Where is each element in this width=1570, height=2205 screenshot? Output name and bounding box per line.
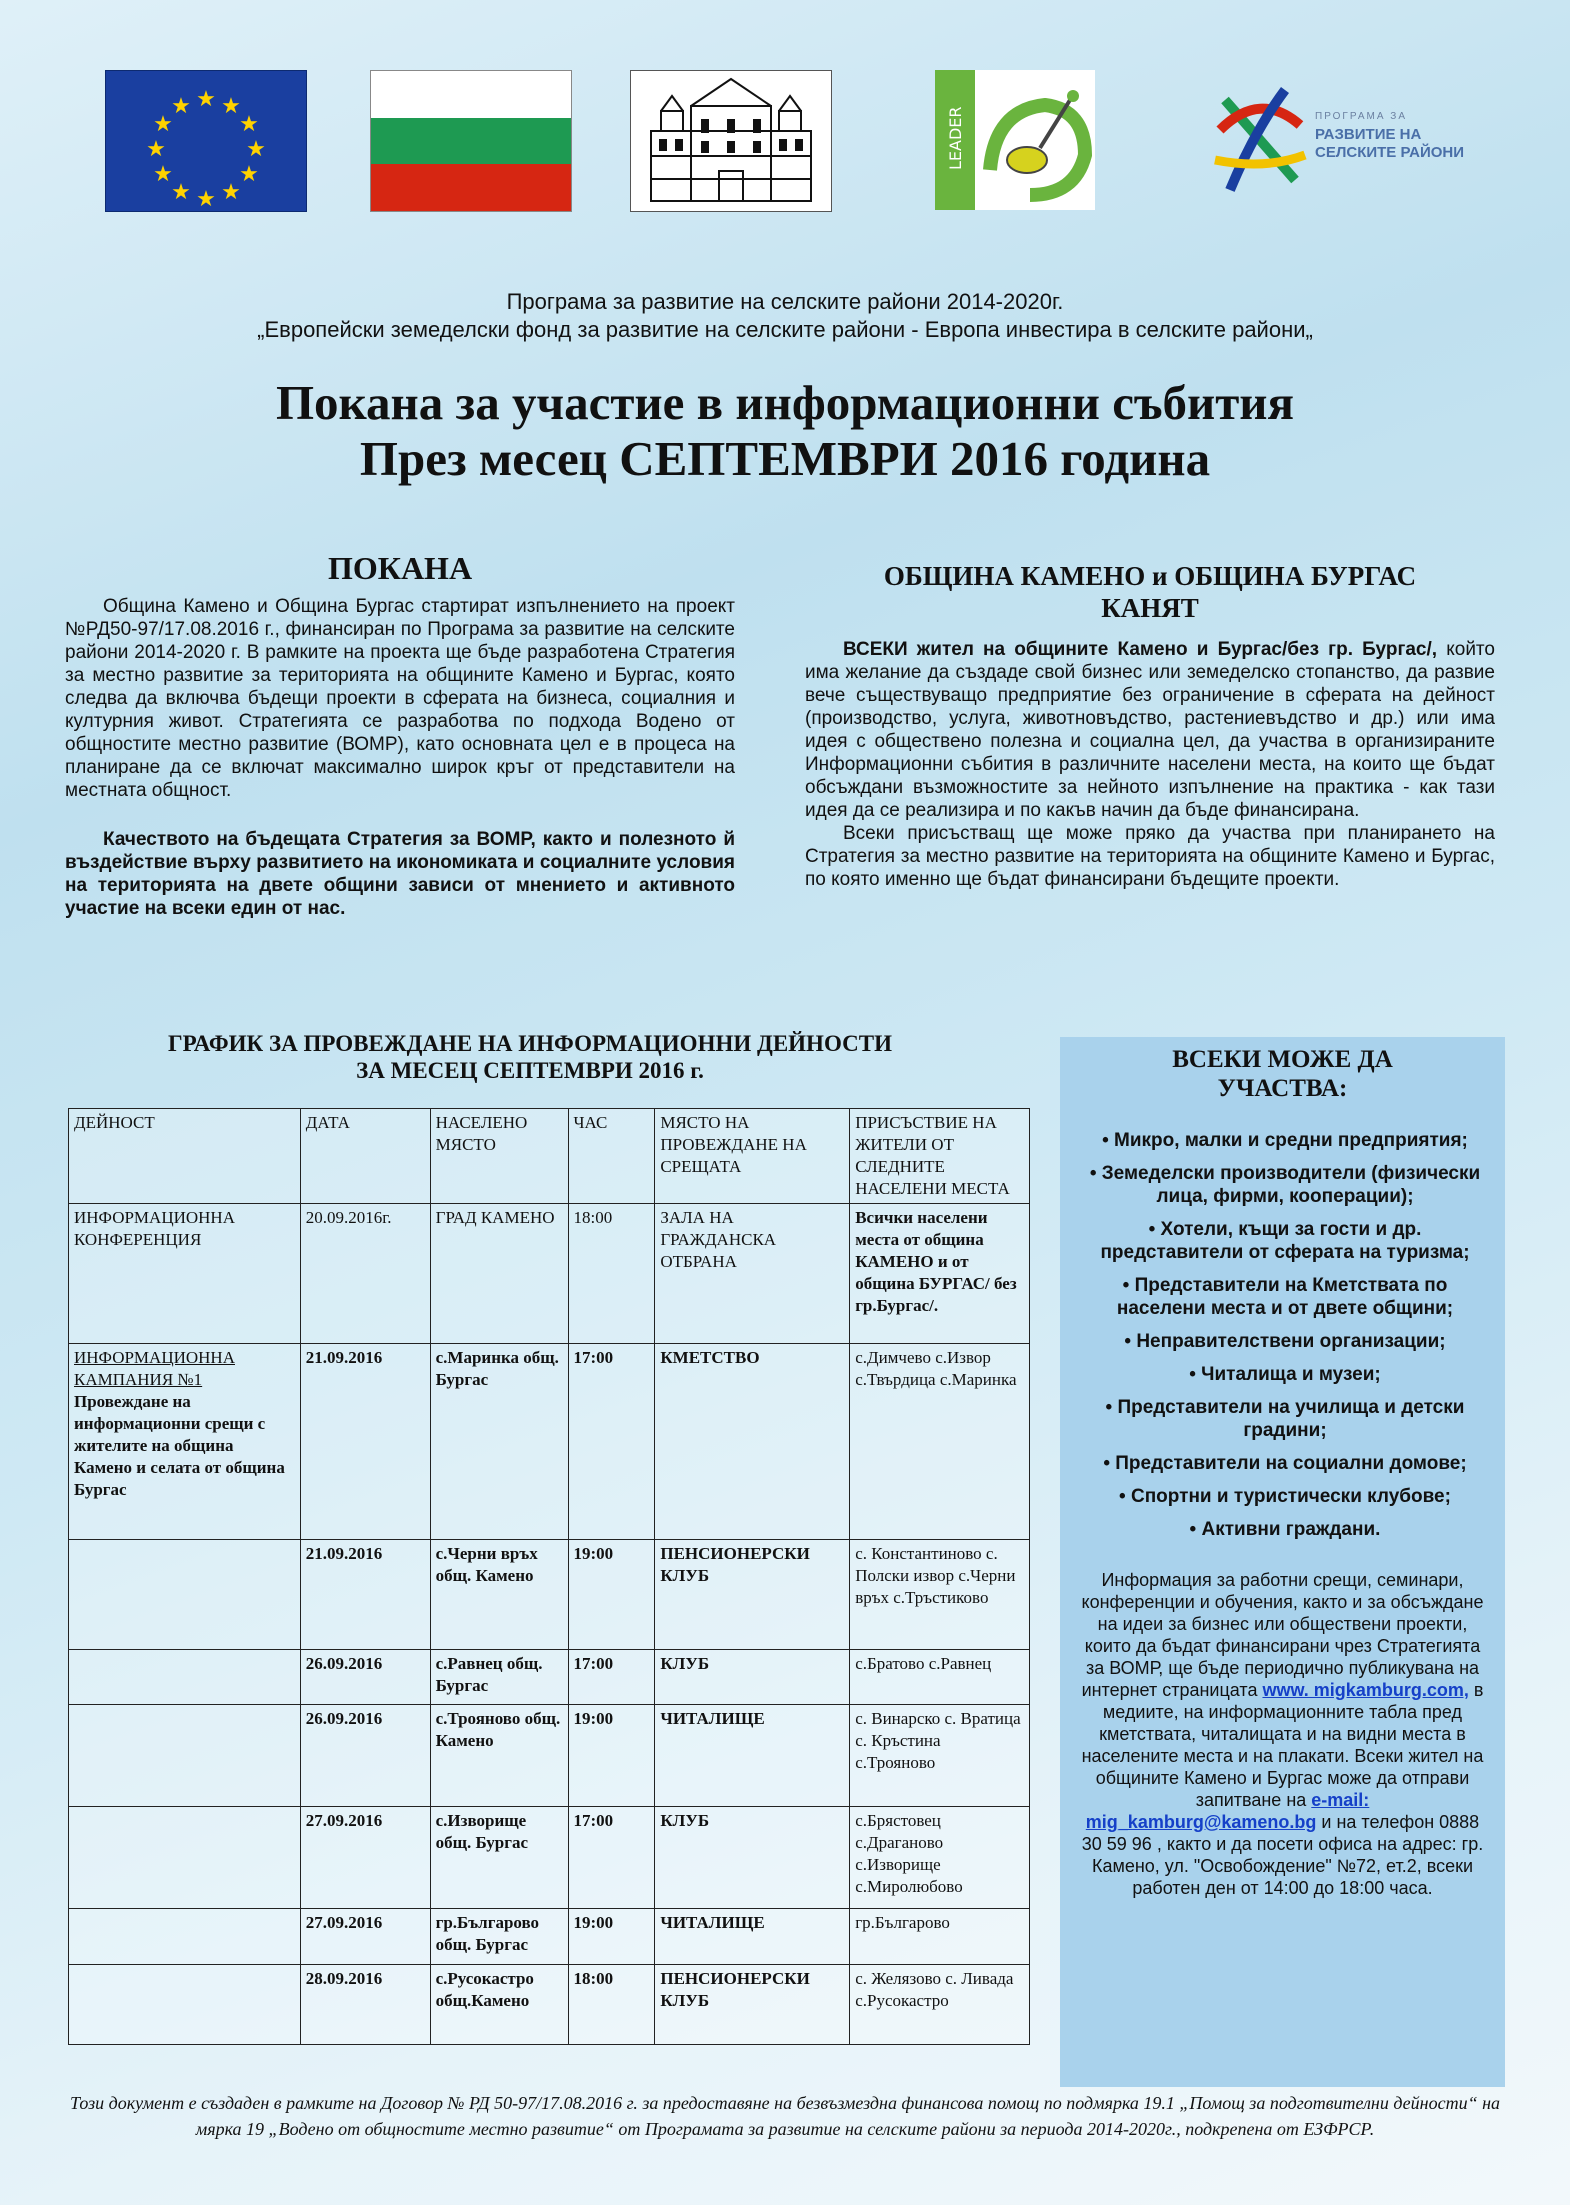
rural-development-program-logo: [1205, 70, 1525, 210]
cell-date: 27.09.2016: [300, 1909, 430, 1965]
rdp-logo-line1: РАЗВИТИЕ НА: [1315, 126, 1422, 143]
cell-place: с.Изворище общ. Бургас: [430, 1807, 568, 1909]
sidebar-heading-line-2: УЧАСТВА:: [1217, 1075, 1348, 1102]
program-line-1: Програма за развитие на селските райони 2014-2020г.: [506, 289, 1064, 314]
cell-venue: ЧИТАЛИЩЕ: [655, 1909, 850, 1965]
cell-time: 19:00: [568, 1705, 655, 1807]
cell-attendees: с.Брястовец с.Драганово с.Изворище с.Миролюбово: [850, 1807, 1030, 1909]
table-row: [69, 1807, 1030, 1909]
cell-place: с.Русокастро общ.Камено: [430, 1965, 568, 2045]
cell-place: гр.Българово общ. Бургас: [430, 1909, 568, 1965]
cell-attendees: с. Константиново с. Полски извор с.Черни връх с.Тръстиково: [850, 1540, 1030, 1650]
list-item: • Представители на училища и детски градини;: [1105, 1397, 1465, 1441]
cell-date: 21.09.2016: [300, 1344, 430, 1540]
cell-attendees: с.Братово с.Равнец: [850, 1650, 1030, 1705]
cell-time: 18:00: [568, 1965, 655, 2045]
invite-right-heading: [805, 560, 1495, 624]
column-header-time: ЧАС: [568, 1109, 655, 1204]
cell-activity: [69, 1807, 301, 1909]
svg-text:★: ★: [221, 94, 241, 119]
cell-attendees: гр.Българово: [850, 1909, 1030, 1965]
svg-text:★: ★: [246, 137, 266, 162]
schedule-title-line-1: ГРАФИК ЗА ПРОВЕЖДАНЕ НА ИНФОРМАЦИОННИ ДЕЙНОСТИ: [168, 1031, 892, 1056]
list-item: • Представители на Кметствата по населени места и от двете общини;: [1116, 1275, 1454, 1319]
svg-text:★: ★: [153, 162, 173, 187]
cell-attendees: с. Винарско с. Вратица с. Кръстина с.Трояново: [850, 1705, 1030, 1807]
svg-text:★: ★: [196, 87, 216, 112]
schedule-title-line-2: ЗА МЕСЕЦ СЕПТЕМВРИ 2016 г.: [356, 1058, 704, 1083]
page-title: [0, 375, 1570, 487]
schedule-title: [65, 1030, 995, 1084]
list-item: • Активни граждани.: [1189, 1519, 1381, 1540]
invitation-section: [65, 550, 735, 920]
sidebar-info-part-1: Информация за работни срещи, семинари, конференции и обучения, както и за обсъждане на идеи за бизнес или обществени проекти, които да бъдат финансирани чрез Стратегията за ВОМР, ще бъде периодично публикувана на интернет страницата: [1081, 1570, 1484, 1700]
svg-text:★: ★: [146, 137, 166, 162]
list-item: • Представители на социални домове;: [1103, 1453, 1467, 1474]
rdp-logo-line2: СЕЛСКИТЕ РАЙОНИ: [1315, 144, 1465, 161]
cell-attendees: с. Желязово с. Ливада с.Русокастро: [850, 1965, 1030, 2045]
column-header-venue: МЯСТО НА ПРОВЕЖДАНЕ НА СРЕЩАТА: [655, 1109, 850, 1204]
sidebar-info-part-3: и на телефон 0888 30 59 96 , както и да посети офиса на адрес: гр. Камено, ул. "Освобождение" №72, ет.2, всеки работен ден от 14:00 до 18:00 часа.: [1081, 1812, 1484, 1898]
website-link[interactable]: www. migkamburg.com,: [1262, 1680, 1469, 1700]
municipality-building-logo: [630, 70, 832, 212]
title-line-2: През месец СЕПТЕМВРИ 2016 година: [359, 431, 1211, 486]
cell-date: 28.09.2016: [300, 1965, 430, 2045]
cell-place: с.Равнец общ. Бургас: [430, 1650, 568, 1705]
program-line-2: „Европейски земеделски фонд за развитие на селските райони - Европа инвестира в селските райони„: [257, 317, 1313, 342]
cell-activity: [69, 1909, 301, 1965]
cell-time: 19:00: [568, 1909, 655, 1965]
invite-right-paragraph-2: Всеки присъстващ ще може пряко да участва при планирането на Стратегия за местно развитие на територията на общините Камено и Бургас, по която именно ще бъдат финансирани бъдещите проекти.: [805, 823, 1495, 890]
invite-right-heading-line-2: КАНЯТ: [1101, 593, 1199, 623]
list-item: • Микро, малки и средни предприятия;: [1102, 1130, 1468, 1151]
sidebar-info: [1060, 1551, 1505, 1899]
invite-right-paragraph-1: [805, 638, 1495, 822]
invite-right-bold-lead: ВСЕКИ жител на общините Камено и Бургас/без гр. Бургас/,: [843, 639, 1438, 660]
footer-disclaimer: Този документ е създаден в рамките на Договор № РД 50-97/17.08.2016 г. за предоставяне на безвъзмездна финансова помощ по подмярка 19.1 „Помощ за подготвителни дейности“ на мярка 19 „Водено от общностите местно развитие“ от Програмата за развитие на селските райони за периода 2014-2020г., подкрепена от ЕЗФРСР.: [69, 2093, 1501, 2139]
eu-stars-icon: [106, 71, 306, 211]
column-header-place: НАСЕЛЕНО МЯСТО: [430, 1109, 568, 1204]
sidebar-heading: [1060, 1045, 1505, 1103]
email-link[interactable]: e-mail: mig_kamburg@kameno.bg: [1085, 1790, 1370, 1832]
cell-venue: КЛУБ: [655, 1807, 850, 1909]
cell-place: с.Трояново общ. Камено: [430, 1705, 568, 1807]
title-line-1: Покана за участие в информационни събития: [275, 375, 1295, 430]
cell-time: 18:00: [568, 1204, 655, 1344]
cell-activity: [69, 1344, 301, 1540]
cell-venue: ЧИТАЛИЩЕ: [655, 1705, 850, 1807]
cell-date: 26.09.2016: [300, 1705, 430, 1807]
logo-bar: [105, 70, 1505, 220]
leader-logo: [935, 70, 1095, 210]
invitation-heading: ПОКАНА: [327, 550, 473, 586]
cell-date: 26.09.2016: [300, 1650, 430, 1705]
cell-venue: ПЕНСИОНЕРСКИ КЛУБ: [655, 1965, 850, 2045]
cell-venue: КЛУБ: [655, 1650, 850, 1705]
cell-venue: КМЕТСТВО: [655, 1344, 850, 1540]
cell-activity-detail: Провеждане на информационни срещи с жителите на община Камено и селата от община Бургас: [74, 1392, 285, 1499]
column-header-activity: ДЕЙНОСТ: [69, 1109, 301, 1204]
cell-time: 17:00: [568, 1344, 655, 1540]
list-item: • Читалища и музеи;: [1189, 1364, 1381, 1385]
cell-place: ГРАД КАМЕНО: [430, 1204, 568, 1344]
schedule-table: [68, 1108, 1030, 2045]
sidebar-heading-line-1: ВСЕКИ МОЖЕ ДА: [1172, 1046, 1393, 1073]
sidebar-info-part-2: в медиите, на информационните табла пред кметствата, читалищата и на видни места в населените места и на плакати. Всеки жител на общините Камено и Бургас може да отправи запитване на: [1081, 1680, 1484, 1810]
table-header-row: [69, 1109, 1030, 1204]
invite-right-heading-line-1: ОБЩИНА КАМЕНО и ОБЩИНА БУРГАС: [883, 561, 1417, 591]
cell-venue: ПЕНСИОНЕРСКИ КЛУБ: [655, 1540, 850, 1650]
cell-activity-title: ИНФОРМАЦИОННА КАМПАНИЯ №1: [74, 1348, 235, 1389]
participants-sidebar: [1060, 1037, 1505, 2087]
svg-text:★: ★: [221, 180, 241, 205]
building-icon: [631, 71, 831, 211]
table-row: [69, 1344, 1030, 1540]
cell-place: с.Черни връх общ. Камено: [430, 1540, 568, 1650]
table-row: [69, 1650, 1030, 1705]
cell-attendees: Всички населени места от община КАМЕНО и от община БУРГАС/ без гр.Бургас/.: [850, 1204, 1030, 1344]
svg-text:★: ★: [153, 112, 173, 137]
cell-place: с.Маринка общ. Бургас: [430, 1344, 568, 1540]
svg-text:★: ★: [171, 94, 191, 119]
cell-activity: [69, 1965, 301, 2045]
cell-date: 21.09.2016: [300, 1540, 430, 1650]
cell-venue: ЗАЛА НА ГРАЖДАНСКА ОТБРАНА: [655, 1204, 850, 1344]
svg-text:★: ★: [239, 162, 259, 187]
cell-time: 19:00: [568, 1540, 655, 1650]
participants-list: [1060, 1129, 1505, 1541]
program-subtitle: [0, 288, 1570, 344]
list-item: • Хотели, къщи за гости и др. представители от сферата на туризма;: [1100, 1219, 1470, 1263]
eu-flag-logo: [105, 70, 307, 212]
svg-text:★: ★: [196, 187, 216, 211]
column-header-date: ДАТА: [300, 1109, 430, 1204]
cell-time: 17:00: [568, 1807, 655, 1909]
column-header-attendees: ПРИСЪСТВИЕ НА ЖИТЕЛИ ОТ СЛЕДНИТЕ НАСЕЛЕНИ МЕСТА: [850, 1109, 1030, 1204]
list-item: • Земеделски производители (физически лица, фирми, кооперации);: [1089, 1163, 1481, 1207]
table-row: [69, 1909, 1030, 1965]
cell-activity: [69, 1650, 301, 1705]
cell-activity: [69, 1705, 301, 1807]
rdp-logo-small: ПРОГРАМА ЗА: [1315, 111, 1407, 122]
bulgarian-flag-logo: [370, 70, 572, 212]
invitation-paragraph-2: Качеството на бъдещата Стратегия за ВОМР, както и полезното й въздействие върху развитието на икономиката и социалните условия на територията на двете общини зависи от мнението и активното участие на всеки един от нас.: [65, 829, 735, 919]
svg-text:★: ★: [171, 180, 191, 205]
table-row: [69, 1965, 1030, 2045]
table-row: [69, 1540, 1030, 1650]
cell-attendees: с.Димчево с.Извор с.Твърдица с.Маринка: [850, 1344, 1030, 1540]
cell-activity: ИНФОРМАЦИОННА КОНФЕРЕНЦИЯ: [69, 1204, 301, 1344]
list-item: • Неправителствени организации;: [1124, 1331, 1446, 1352]
rdp-ribbon-icon: [1205, 70, 1315, 210]
list-item: • Спортни и туристически клубове;: [1119, 1486, 1451, 1507]
invite-right-paragraph-1-rest: който има желание да създаде свой бизнес или земеделско стопанство, да развие вече съществуващо предприятие без ограничение в сферата на дейност (производство, услуга, животновъдство, растениевъдство и др.) или има идея с обществено полезна и социална цел, да участва в организираните Информационни събития в различните населени места, на които ще бъдат обсъждани възможностите за нейното изпълнение на практика - как тази идея да се реализира и по какъв начин да бъде финансирана.: [805, 639, 1495, 821]
cell-date: 20.09.2016г.: [300, 1204, 430, 1344]
table-row: [69, 1204, 1030, 1344]
cell-activity: [69, 1540, 301, 1650]
invite-everyone-section: [805, 560, 1495, 891]
svg-text:★: ★: [239, 112, 259, 137]
rdp-logo-text: [1315, 108, 1464, 162]
cell-time: 17:00: [568, 1650, 655, 1705]
table-row: [69, 1705, 1030, 1807]
cell-date: 27.09.2016: [300, 1807, 430, 1909]
leader-logo-text: LEADER: [946, 106, 965, 170]
invitation-paragraph-1: Община Камено и Община Бургас стартират изпълнението на проект №РД50-97/17.08.2016 г., финансиран по Програма за развитие на селските райони 2014-2020 г. В рамките на проекта ще бъде разработена Стратегия за местно развитие за територията на общините Камено и Бургас, която следва да включва бъдещи проекти в сферата на бизнеса, социалния и културния живот. Стратегията се разработва по подхода Водено от общностите местно развитие (ВОМР), като основната цел е в процеса на планиране да се включат максимално широк кръг от представители на местната общност.: [65, 596, 735, 801]
leader-icon: [935, 70, 1095, 210]
